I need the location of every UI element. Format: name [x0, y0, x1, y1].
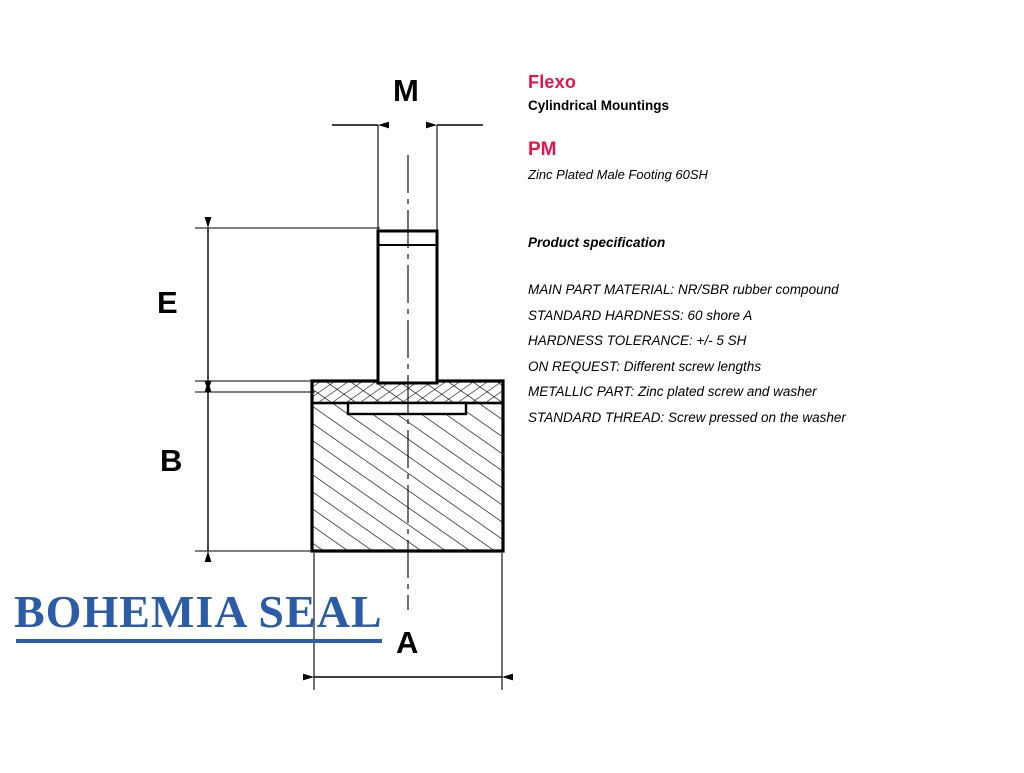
logo-underline: [16, 639, 382, 643]
product-info-panel: [528, 72, 998, 430]
spec-item: HARDNESS TOLERANCE: +/- 5 SH: [528, 333, 747, 348]
product-code: PM: [528, 139, 557, 160]
spec-item: ON REQUEST: Different screw lengths: [528, 358, 762, 374]
dimension-label-e: E: [157, 285, 178, 320]
specification-heading: Product specification: [528, 235, 666, 250]
product-description: Zinc Plated Male Footing 60SH: [528, 167, 708, 182]
spec-item: STANDARD HARDNESS: 60 shore A: [528, 307, 753, 323]
dimension-label-m: M: [393, 73, 419, 108]
brand-name: Flexo: [528, 72, 577, 92]
logo-text: BOHEMIA SEAL: [14, 586, 383, 637]
spec-item: MAIN PART MATERIAL: NR/SBR rubber compound: [528, 282, 839, 297]
dimension-b: [195, 392, 315, 551]
specification-list: [528, 277, 998, 430]
product-family: Cylindrical Mountings: [528, 98, 670, 113]
dimension-label-b: B: [160, 443, 183, 478]
dimension-label-a: A: [396, 625, 419, 660]
spec-item: STANDARD THREAD: Screw pressed on the washer: [528, 409, 846, 425]
spec-item: METALLIC PART: Zinc plated screw and washer: [528, 384, 817, 399]
company-logo: [14, 588, 394, 650]
screw-stud: [378, 231, 437, 383]
dimension-e: [195, 228, 380, 381]
